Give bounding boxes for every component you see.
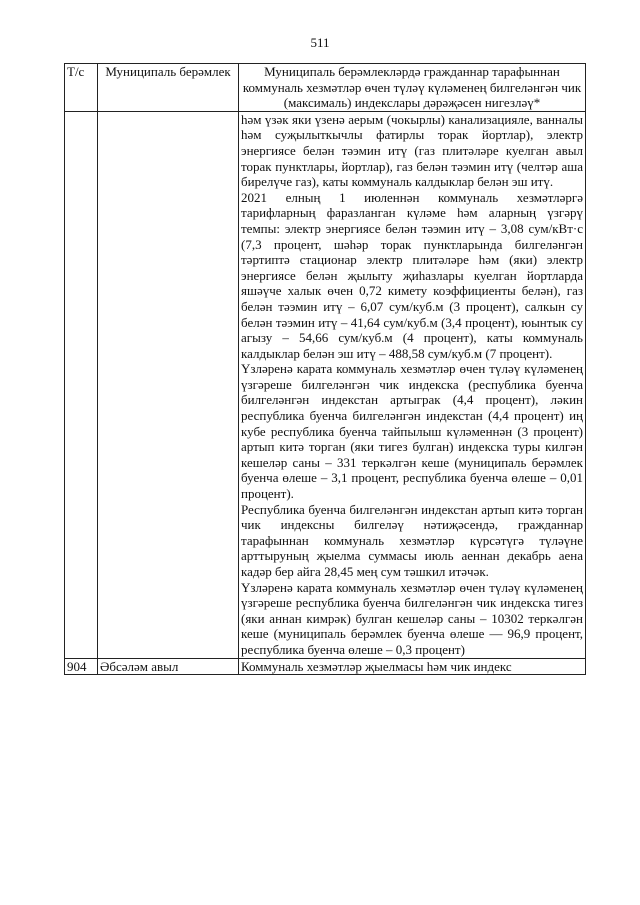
page-number: 511 <box>310 35 330 50</box>
paragraph-4: Республика буенча билгеләнгән индекстан артып китә торган чик индексны билгеләү нәтиҗәсендә, гражданнар тарафыннан коммуналь хезмәтләр күрсәтүгә түләүне арттыруның җыелма суммасы июль аеннан декабрь аена кадәр бер айга 28,45 мең сум тәшкил итәчәк. <box>241 501 583 579</box>
table-header-row <box>65 64 586 112</box>
table-row-continuation <box>65 111 586 658</box>
paragraph-1: һәм үзәк яки үзенә аерым (чокырлы) канализацияле, ванналы һәм суҗылыткычлы фатирлы торак йортлар), электр энергиясе белән тәэмин итү (газ плитәләре куелган авыл торак пунктлары, йортлар), газ белән тәэмин итү (челтәр аша бирелүче газ), каты коммуналь калдыклар белән эш итү. <box>241 111 583 190</box>
paragraph-5: Үзләренә карата коммуналь хезмәтләр өчен түләү күләменең үзгәреше республика буенча билгеләнгән чик индекска тигез (яки аннан кимрәк) булган кешеләр саны – 10302 теркәлгән кеше (муниципаль берәмлек буенча өлеше — 96,9 процент, республика буенча өлеше – 0,3 процент) <box>241 579 583 657</box>
table-row <box>65 658 586 675</box>
paragraph-2: 2021 елның 1 июленнән коммуналь хезмәтләргә тарифларның фаразланган күләме һәм аларның үзгәрү темпы: электр энергиясе белән тәэмин итү – 3,08 сум/кВт·с (7,3 процент, шәһәр торак пунктларында билгеләнгән тәртиптә стационар электр плитәләре һәм (яки) электр энергиясе белән җылыту җиһазлары куелган йортларда яшәүче халык өчен 0,72 кимету коэффициенты белән), газ белән тәэмин итү – 6,07 сум/куб.м (3 процент), салкын су белән тәэмин итү – 41,64 сум/куб.м (3,4 процент), юынтык су агызу – 54,66 сум/куб.м (4 процент), каты коммуналь калдыклар белән эш итү – 488,58 сум/куб.м (7 процент). <box>241 189 583 361</box>
row-number-empty <box>65 111 98 658</box>
header-description: Муниципаль берәмлекләрдә гражданнар тарафыннан коммуналь хезмәтләр өчен түләү күләменең билгеләнгән чик (максималь) индекслары дәрәҗәсен нигезләү* <box>239 64 586 112</box>
municipality-name: Әбсәләм авыл <box>98 658 239 675</box>
rates-table <box>64 63 586 675</box>
row-number: 904 <box>65 658 98 675</box>
description-cell <box>239 111 586 658</box>
row-description: Коммуналь хезмәтләр җыелмасы һәм чик индекс <box>239 658 586 675</box>
municipality-empty <box>98 111 239 658</box>
header-municipality: Муниципаль берәмлек <box>98 64 239 112</box>
header-number: Т/с <box>65 64 98 112</box>
paragraph-3: Үзләренә карата коммуналь хезмәтләр өчен түләү күләменең үзгәреше билгеләнгән чик индекска (республика буенча билгеләнгән индекстан артыграк (4,4 процент), ләкин республика буенча билгеләнгән индекстан (4,4 процент) иң кубе республика буенча тайпылыш күләменнән (3 процент) артып китә торган (яки тигез булган) индекска туры килгән кешеләр саны – 331 теркәлгән кеше (муниципаль берәмлек буенча өлеше – 3,1 процент, республика буенча өлеше – 0,01 процент). <box>241 361 583 502</box>
